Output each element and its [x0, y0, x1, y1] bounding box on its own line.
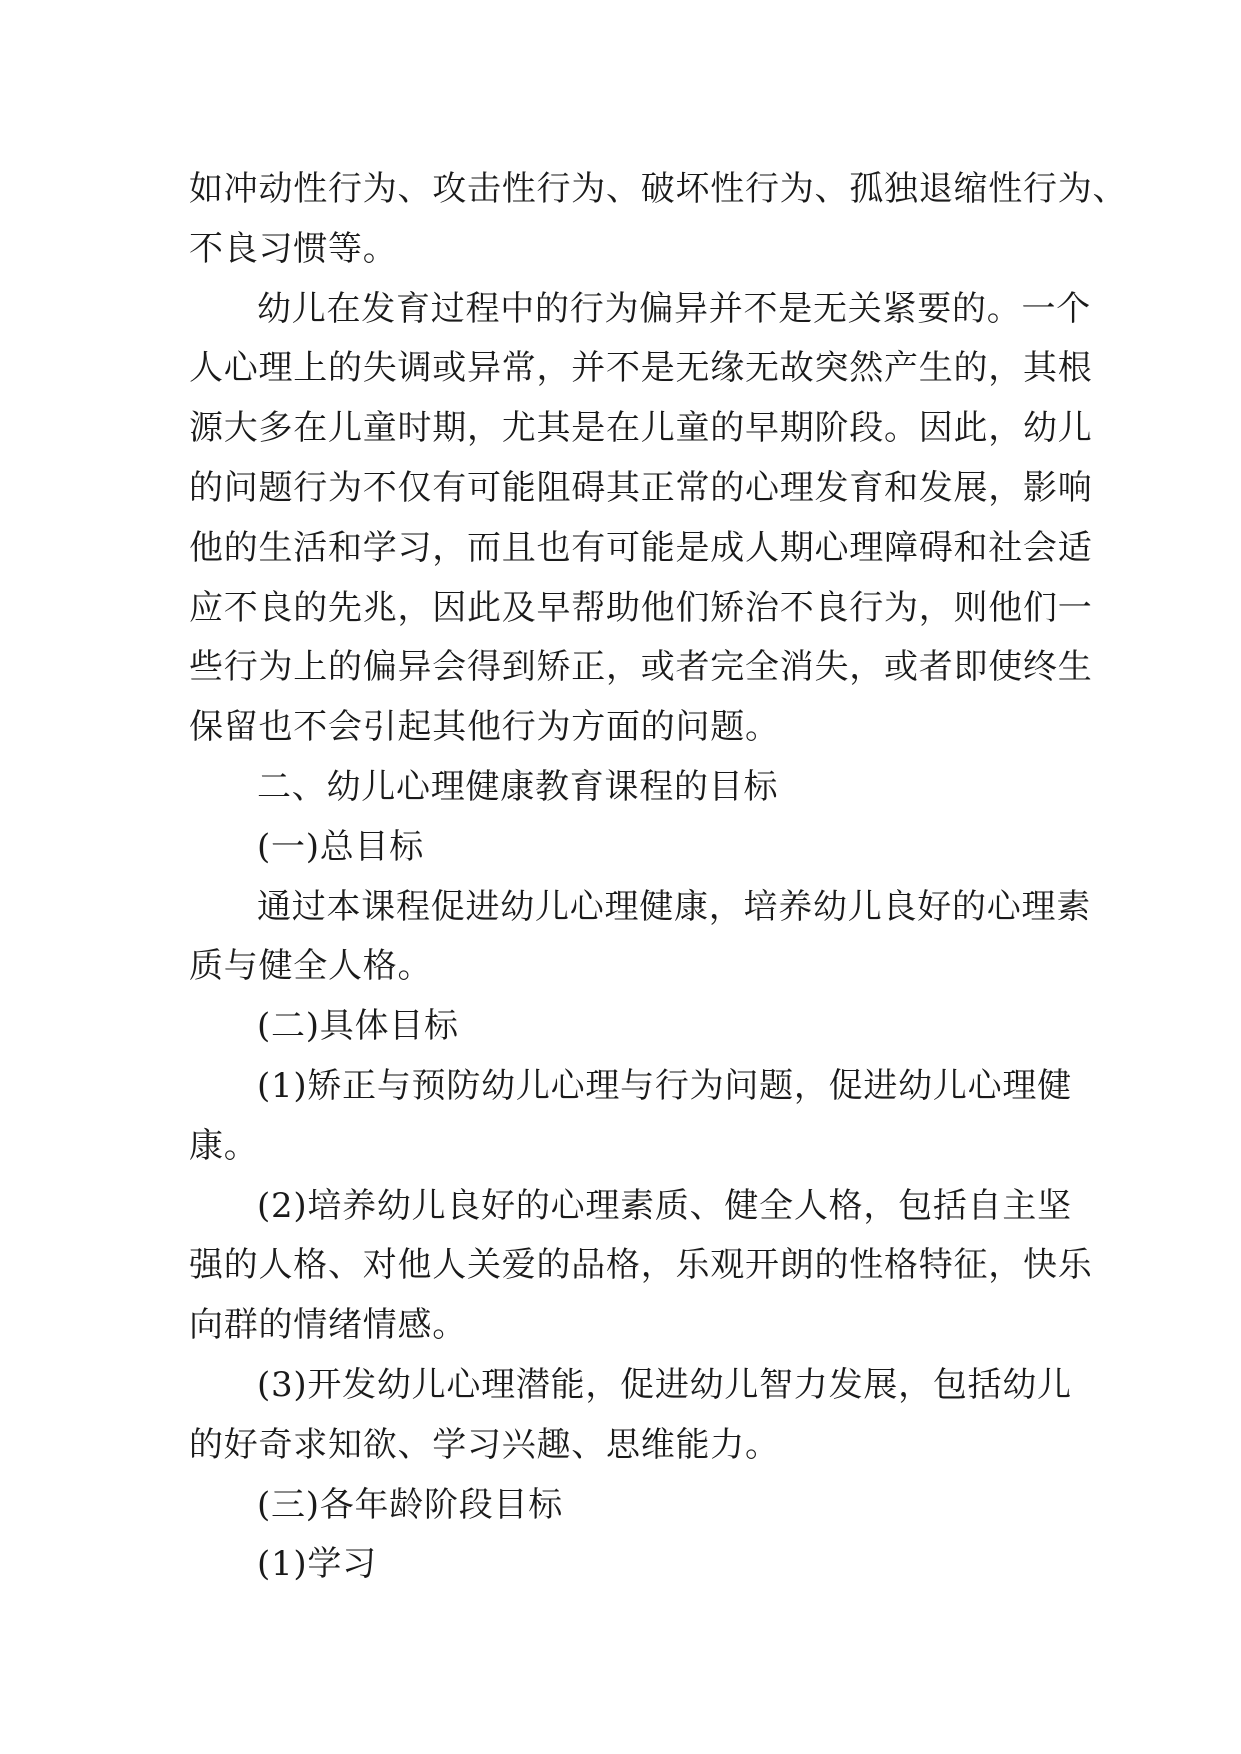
list-item-first-line: (1)矫正与预防幼儿心理与行为问题，促进幼儿心理健 — [257, 1065, 1072, 1106]
section-heading: 二、幼儿心理健康教育课程的目标 — [257, 766, 779, 807]
text-line: 向群的情绪情感。 — [189, 1305, 467, 1346]
text-line: 不良习惯等。 — [189, 228, 398, 269]
body-text — [189, 160, 1128, 1595]
text-line: 应不良的先兆，因此及早帮助他们矫治不良行为，则他们一 — [189, 587, 1093, 628]
text-line: 人心理上的失调或异常，并不是无缘无故突然产生的，其根 — [189, 348, 1093, 389]
text-line: 质与健全人格。 — [189, 946, 433, 987]
text-line: 强的人格、对他人关爱的品格，乐观开朗的性格特征，快乐 — [189, 1245, 1093, 1286]
text-line: 的好奇求知欲、学习兴趣、思维能力。 — [189, 1424, 780, 1465]
text-line: 些行为上的偏异会得到矫正，或者完全消失，或者即使终生 — [189, 647, 1093, 688]
subsection-heading: (二)具体目标 — [257, 1006, 459, 1047]
list-item-first-line: (3)开发幼儿心理潜能，促进幼儿智力发展，包括幼儿 — [257, 1364, 1072, 1405]
text-line: 他的生活和学习，而且也有可能是成人期心理障碍和社会适 — [189, 527, 1093, 568]
text-line: 保留也不会引起其他行为方面的问题。 — [189, 707, 780, 748]
list-item-first-line: (2)培养幼儿良好的心理素质、健全人格，包括自主坚 — [257, 1185, 1072, 1226]
text-line: 的问题行为不仅有可能阻碍其正常的心理发育和发展，影响 — [189, 467, 1093, 508]
paragraph-first-line: 通过本课程促进幼儿心理健康，培养幼儿良好的心理素 — [257, 886, 1091, 927]
subsection-heading: (三)各年龄阶段目标 — [257, 1484, 564, 1525]
subsection-heading: (一)总目标 — [257, 826, 425, 867]
text-line: 康。 — [189, 1125, 259, 1166]
list-item-heading: (1)学习 — [257, 1544, 377, 1585]
text-line: 如冲动性行为、攻击性行为、破坏性行为、孤独退缩性行为、 — [189, 169, 1128, 209]
text-line: 源大多在儿童时期，尤其是在儿童的早期阶段。因此，幼儿 — [189, 408, 1093, 449]
paragraph-first-line: 幼儿在发育过程中的行为偏异并不是无关紧要的。一个 — [257, 288, 1091, 329]
